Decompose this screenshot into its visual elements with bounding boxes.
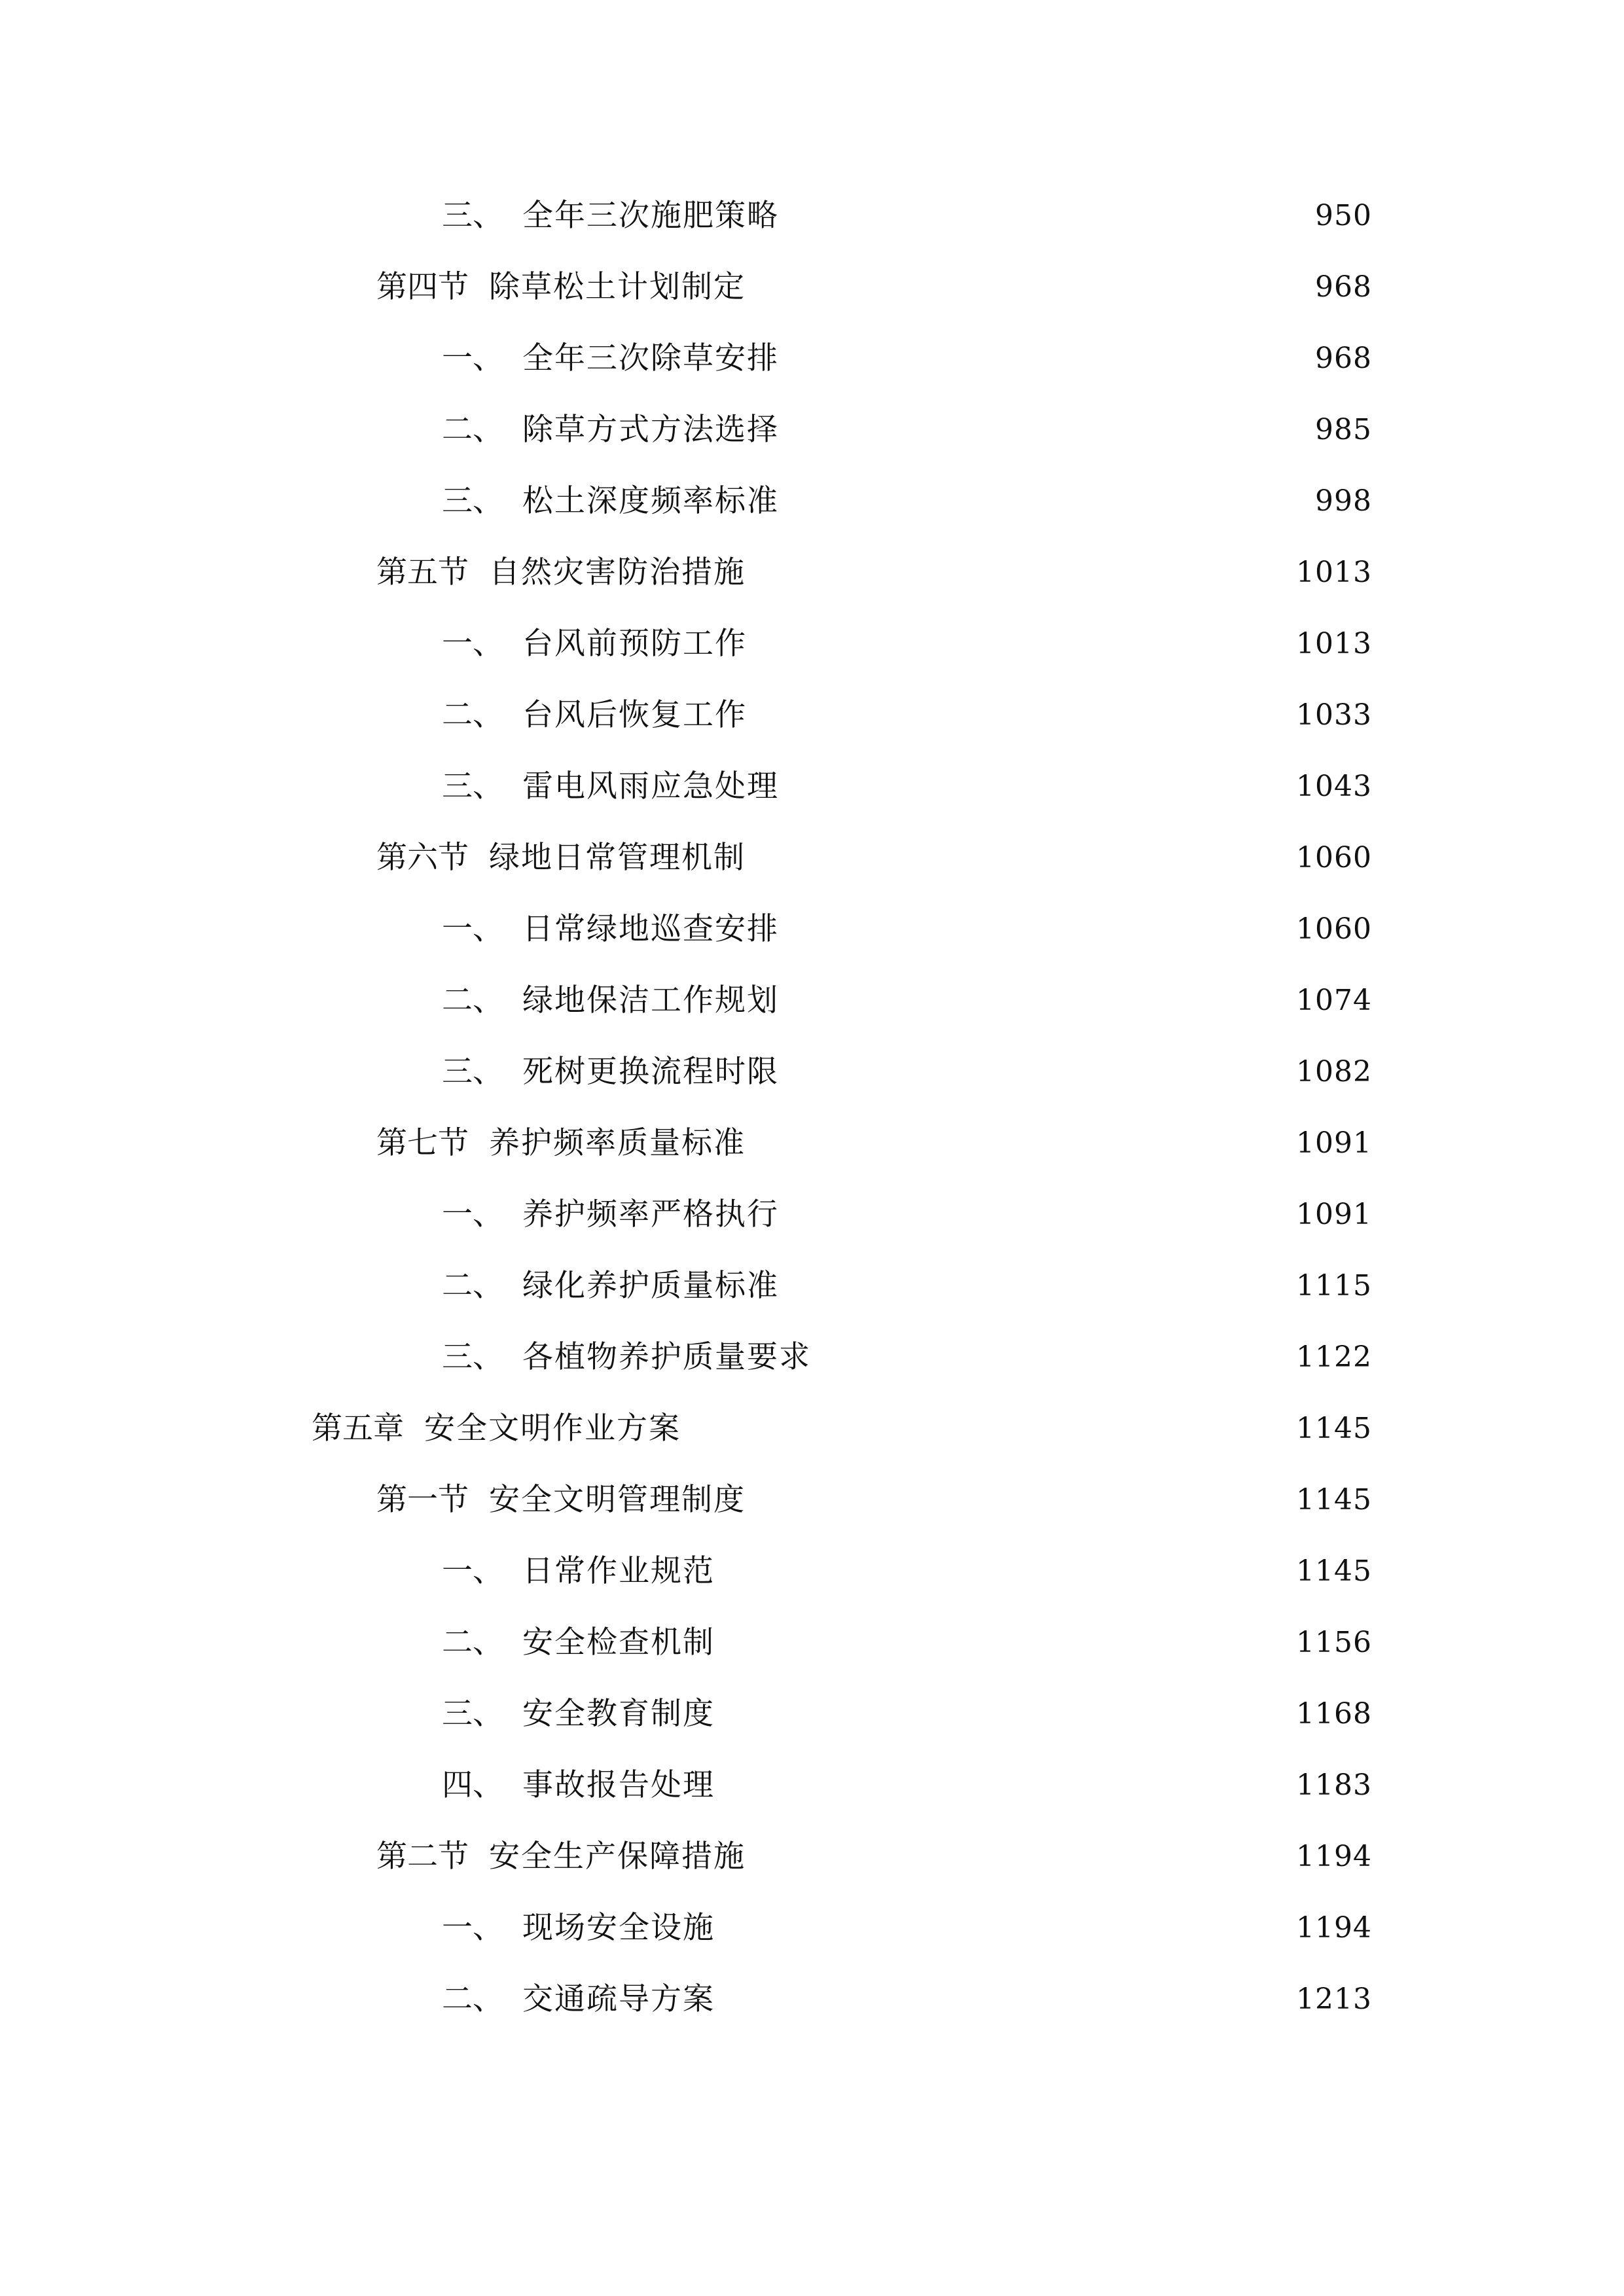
toc-entry-page: 968	[1315, 342, 1372, 375]
dot-leader	[818, 1331, 1287, 1384]
toc-entry-page: 1082	[1296, 1055, 1372, 1088]
toc-entry-title: 死树更换流程时限	[522, 1054, 779, 1090]
toc-entry-page: 1168	[1296, 1697, 1372, 1731]
toc-entry-number: 一、	[442, 911, 503, 947]
toc-entry-number: 二、	[442, 697, 503, 733]
toc-entry-title: 自然灾害防治措施	[489, 554, 746, 590]
toc-entry-page: 1115	[1296, 1269, 1372, 1302]
toc-entry-number: 第七节	[376, 1125, 469, 1161]
toc-entry-number: 三、	[442, 768, 503, 804]
toc-entry[interactable]	[442, 475, 1372, 528]
toc-entry-page: 1013	[1296, 556, 1372, 589]
toc-entry-page: 1091	[1296, 1126, 1372, 1160]
toc-entry[interactable]	[442, 1331, 1372, 1384]
dot-leader	[753, 618, 1287, 670]
dot-leader	[721, 1688, 1287, 1740]
dot-leader	[721, 1617, 1287, 1669]
toc-entry-number: 三、	[442, 1339, 503, 1375]
toc-entry-title: 除草松土计划制定	[489, 269, 746, 305]
toc-entry[interactable]	[442, 1973, 1372, 2026]
toc-entry-title: 养护频率质量标准	[489, 1125, 746, 1161]
toc-entry-title: 绿化养护质量标准	[522, 1268, 779, 1304]
dot-leader	[721, 1902, 1287, 1954]
toc-entry-page: 1145	[1296, 1412, 1372, 1445]
toc-entry-number: 二、	[442, 1624, 503, 1660]
toc-entry-page: 1122	[1296, 1340, 1372, 1374]
toc-entry-page: 1194	[1296, 1911, 1372, 1945]
toc-entry-page: 1213	[1296, 1982, 1372, 2016]
toc-entry-number: 一、	[442, 626, 503, 662]
toc-entry-title: 台风后恢复工作	[522, 697, 747, 733]
toc-entry-title: 养护频率严格执行	[522, 1196, 779, 1232]
toc-entry-title: 安全检查机制	[522, 1624, 715, 1660]
dot-leader	[721, 1545, 1287, 1598]
dot-leader	[785, 975, 1287, 1027]
toc-entry[interactable]	[376, 1474, 1372, 1526]
toc-entry[interactable]	[442, 1260, 1372, 1312]
toc-entry-number: 第一节	[376, 1482, 469, 1518]
toc-entry[interactable]	[442, 1902, 1372, 1954]
toc-entry[interactable]	[442, 1046, 1372, 1098]
toc-entry-page: 950	[1315, 199, 1372, 232]
toc-entry[interactable]	[442, 618, 1372, 670]
toc-entry[interactable]	[312, 1403, 1372, 1455]
toc-entry-number: 二、	[442, 1981, 503, 2017]
dot-leader	[785, 761, 1287, 813]
toc-entry-page: 1183	[1296, 1768, 1372, 1802]
toc-entry-title: 日常作业规范	[522, 1553, 715, 1589]
toc-entry-number: 二、	[442, 1268, 503, 1304]
toc-entry[interactable]	[442, 332, 1372, 385]
toc-entry-page: 1013	[1296, 627, 1372, 660]
toc-entry-number: 一、	[442, 340, 503, 376]
dot-leader	[752, 832, 1287, 884]
toc-entry[interactable]	[376, 1831, 1372, 1883]
toc-entry-page: 1156	[1296, 1626, 1372, 1659]
toc-entry-page: 998	[1315, 484, 1372, 518]
toc-entry[interactable]	[442, 1617, 1372, 1669]
dot-leader	[752, 547, 1287, 599]
toc-entry-title: 安全生产保障措施	[489, 1839, 746, 1874]
toc-entry-title: 雷电风雨应急处理	[522, 768, 779, 804]
toc-entry-title: 安全文明作业方案	[424, 1410, 681, 1446]
toc-entry-title: 现场安全设施	[522, 1910, 715, 1946]
toc-entry-title: 全年三次除草安排	[522, 340, 779, 376]
toc-entry-number: 第五节	[376, 554, 469, 590]
toc-entry-number: 第六节	[376, 840, 469, 876]
toc-entry-page: 1145	[1296, 1554, 1372, 1588]
toc-entry-page: 985	[1315, 413, 1372, 446]
toc-entry-number: 三、	[442, 1054, 503, 1090]
dot-leader	[753, 689, 1287, 742]
dot-leader	[785, 332, 1306, 385]
toc-entry[interactable]	[442, 903, 1372, 956]
toc-entry-number: 四、	[442, 1767, 503, 1803]
dot-leader	[785, 1189, 1287, 1241]
toc-entry-number: 三、	[442, 1696, 503, 1732]
toc-entry-title: 事故报告处理	[522, 1767, 715, 1803]
toc-entry[interactable]	[442, 404, 1372, 456]
toc-entry-title: 除草方式方法选择	[522, 412, 779, 448]
dot-leader	[752, 261, 1306, 314]
toc-entry[interactable]	[376, 261, 1372, 314]
toc-entry[interactable]	[442, 689, 1372, 742]
toc-entry-title: 安全教育制度	[522, 1696, 715, 1732]
dot-leader	[785, 475, 1306, 528]
toc-entry[interactable]	[376, 547, 1372, 599]
toc-entry-page: 968	[1315, 270, 1372, 304]
toc-entry-page: 1033	[1296, 698, 1372, 732]
toc-entry-page: 1060	[1296, 841, 1372, 874]
toc-entry[interactable]	[442, 190, 1372, 242]
toc-entry[interactable]	[442, 1759, 1372, 1812]
dot-leader	[785, 1046, 1287, 1098]
toc-entry[interactable]	[376, 1117, 1372, 1170]
dot-leader	[721, 1973, 1287, 2026]
toc-entry-title: 松土深度频率标准	[522, 483, 779, 519]
dot-leader	[785, 404, 1306, 456]
dot-leader	[687, 1403, 1287, 1455]
toc-entry[interactable]	[442, 975, 1372, 1027]
toc-entry-title: 交通疏导方案	[522, 1981, 715, 2017]
dot-leader	[785, 1260, 1287, 1312]
toc-entry-page: 1074	[1296, 984, 1372, 1017]
toc-entry[interactable]	[442, 1545, 1372, 1598]
toc-entry-number: 一、	[442, 1553, 503, 1589]
toc-entry-title: 绿地保洁工作规划	[522, 982, 779, 1018]
dot-leader	[752, 1474, 1287, 1526]
toc-entry-page: 1091	[1296, 1198, 1372, 1231]
toc-entry-title: 全年三次施肥策略	[522, 198, 779, 234]
toc-entry-title: 各植物养护质量要求	[522, 1339, 811, 1375]
toc-entry-title: 绿地日常管理机制	[489, 840, 746, 876]
toc-entry-title: 安全文明管理制度	[489, 1482, 746, 1518]
toc-entry[interactable]	[376, 832, 1372, 884]
toc-entry-number: 第四节	[376, 269, 469, 305]
toc-entry-number: 三、	[442, 483, 503, 519]
toc-entry-title: 日常绿地巡查安排	[522, 911, 779, 947]
toc-entry-page: 1194	[1296, 1840, 1372, 1873]
dot-leader	[721, 1759, 1287, 1812]
toc-entry[interactable]	[442, 1189, 1372, 1241]
toc-entry-number: 一、	[442, 1196, 503, 1232]
toc-entry-page: 1043	[1296, 770, 1372, 803]
dot-leader	[785, 190, 1306, 242]
dot-leader	[785, 903, 1287, 956]
dot-leader	[752, 1831, 1287, 1883]
toc-entry-number: 三、	[442, 198, 503, 234]
toc-entry-number: 二、	[442, 412, 503, 448]
toc-entry-number: 第二节	[376, 1839, 469, 1874]
toc-entry-number: 第五章	[312, 1410, 404, 1446]
toc-entry-number: 一、	[442, 1910, 503, 1946]
toc-entry-page: 1060	[1296, 912, 1372, 946]
toc-entry[interactable]	[442, 761, 1372, 813]
dot-leader	[752, 1117, 1287, 1170]
toc-entry[interactable]	[442, 1688, 1372, 1740]
toc-entry-page: 1145	[1296, 1483, 1372, 1516]
toc-entry-title: 台风前预防工作	[522, 626, 747, 662]
toc-entry-number: 二、	[442, 982, 503, 1018]
